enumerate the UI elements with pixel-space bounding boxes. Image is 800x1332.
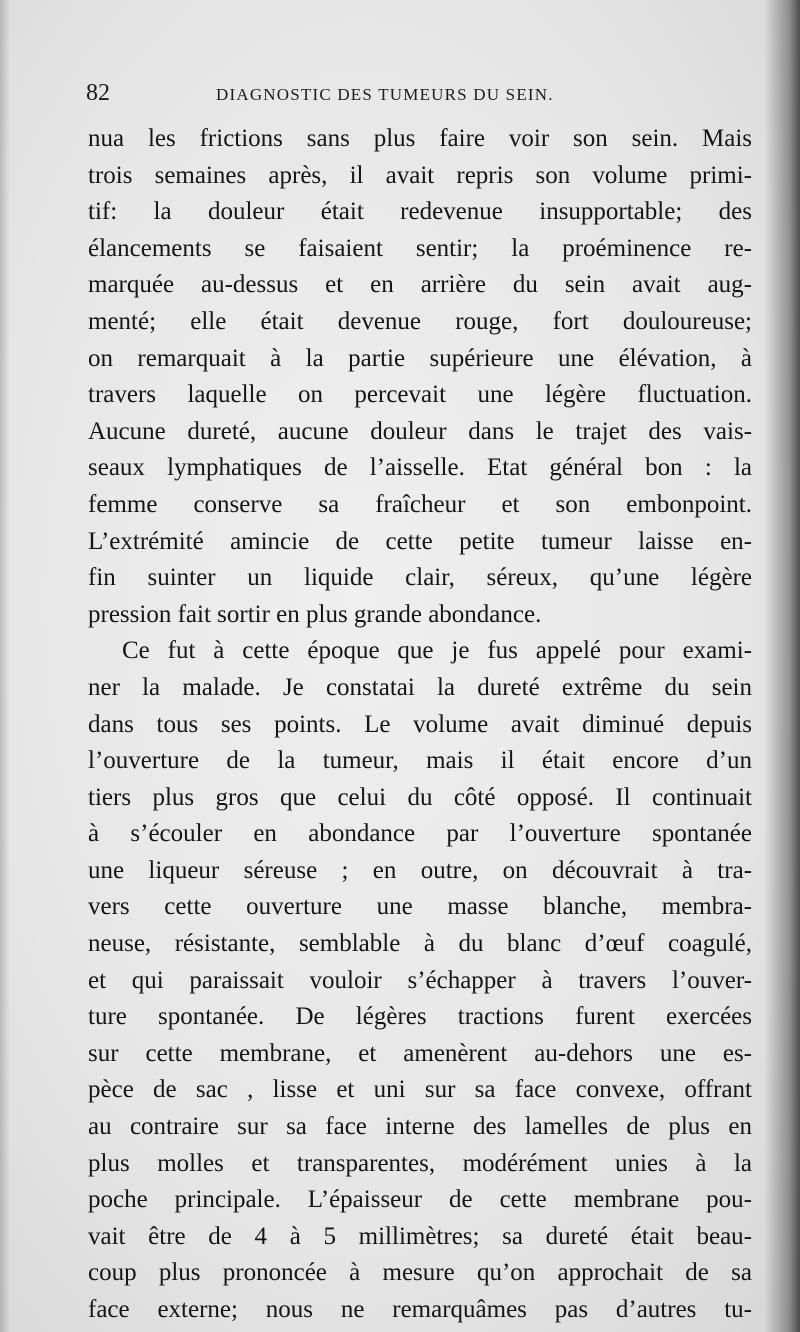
page-number: 82 (86, 80, 110, 106)
text-line: à s’écouler en abondance par l’ouverture spontanée (88, 820, 752, 848)
page-header (86, 80, 726, 110)
text-line: neuse, résistante, semblable à du blanc d’œuf coagulé, (88, 930, 752, 958)
text-line: l’ouverture de la tumeur, mais il était encore d’un (88, 747, 752, 775)
text-line: face externe; nous ne remarquâmes pas d’autres tu- (88, 1296, 752, 1323)
text-line: nua les frictions sans plus faire voir son sein. Mais (88, 125, 752, 152)
text-line: élancements se faisaient sentir; la proéminence re- (88, 234, 752, 262)
text-line: plus molles et transparentes, modérément unies à la (88, 1149, 752, 1177)
text-line: travers laquelle on percevait une légère fluctuation. (88, 381, 752, 409)
text-line: Aucune dureté, aucune douleur dans le trajet des vais- (88, 417, 752, 445)
text-line: sur cette membrane, et amenèrent au-dehors une es- (88, 1039, 752, 1067)
text-line: trois semaines après, il avait repris son volume primi- (88, 161, 752, 189)
text-line: tiers plus gros que celui du côté opposé. Il continuait (88, 783, 752, 811)
text-line: une liqueur séreuse ; en outre, on découvrait à tra- (88, 856, 752, 884)
text-line: seaux lymphatiques de l’aisselle. Etat général bon : la (88, 454, 752, 482)
text-line: dans tous ses points. Le volume avait diminué depuis (88, 710, 752, 738)
text-line: femme conserve sa fraîcheur et son embonpoint. (88, 490, 752, 518)
body-text (88, 121, 752, 1329)
text-line: coup plus prononcée à mesure qu’on approchait de sa (88, 1259, 752, 1287)
text-line: tif: la douleur était redevenue insupportable; des (88, 198, 752, 226)
text-line: Ce fut à cette époque que je fus appelé pour exami- (122, 637, 752, 665)
text-line: et qui paraissait vouloir s’échapper à travers l’ouver- (88, 966, 752, 994)
text-line: pèce de sac , lisse et uni sur sa face convexe, offrant (88, 1076, 752, 1104)
page-gutter-shadow (0, 0, 10, 1332)
page-edge-shadow (764, 0, 800, 1332)
text-line: vers cette ouverture une masse blanche, membra- (88, 893, 752, 921)
text-line: fin suinter un liquide clair, séreux, qu’une légère (88, 564, 752, 592)
text-line: on remarquait à la partie supérieure une élévation, à (88, 344, 752, 372)
text-line: ture spontanée. De légères tractions furent exercées (88, 1003, 752, 1031)
text-line: marquée au-dessus et en arrière du sein avait aug- (88, 271, 752, 299)
text-line: ner la malade. Je constatai la dureté extrême du sein (88, 673, 752, 701)
text-line: vait être de 4 à 5 millimètres; sa dureté était beau- (88, 1222, 752, 1250)
text-line: pression fait sortir en plus grande abondance. (88, 600, 542, 628)
text-line: poche principale. L’épaisseur de cette membrane pou- (88, 1186, 752, 1214)
text-line: L’extrémité amincie de cette petite tumeur laisse en- (88, 527, 752, 555)
text-line: au contraire sur sa face interne des lamelles de plus en (88, 1113, 752, 1141)
text-line: menté; elle était devenue rouge, fort douloureuse; (88, 307, 752, 335)
running-title: DIAGNOSTIC DES TUMEURS DU SEIN. (216, 85, 554, 104)
